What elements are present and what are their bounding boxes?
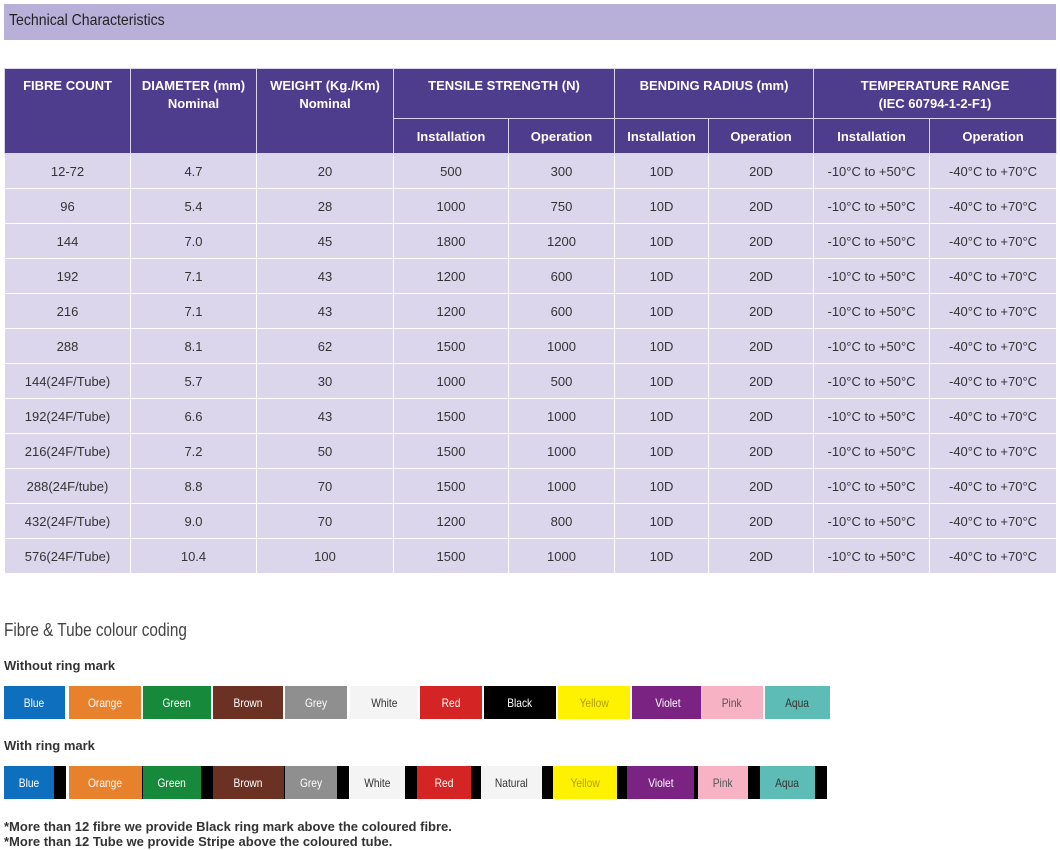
header-tensile-operation: Operation [509,119,615,154]
table-cell: 1000 [509,329,615,364]
table-cell: 1200 [394,259,509,294]
table-cell: -40°C to +70°C [930,154,1057,189]
table-cell: 10D [615,259,709,294]
colour-swatch-red [417,766,471,799]
table-cell: 5.4 [131,189,257,224]
table-cell: 750 [509,189,615,224]
header-bending-installation: Installation [615,119,709,154]
with-ring-label: With ring mark [4,738,95,753]
table-cell: -10°C to +50°C [814,154,930,189]
table-cell: 100 [257,539,394,574]
table-cell: 600 [509,294,615,329]
colour-swatch-label: Black [507,695,533,710]
table-cell: 20D [709,294,814,329]
table-cell: -10°C to +50°C [814,224,930,259]
table-cell: 5.7 [131,364,257,399]
colour-swatch-black [484,686,556,719]
colour-swatch-pink [701,686,763,719]
colour-swatch-label: White [364,775,391,790]
colour-swatch-red [420,686,482,719]
table-cell: 8.8 [131,469,257,504]
colour-swatch-white [350,766,405,799]
table-cell: 1800 [394,224,509,259]
colour-swatch-label: Blue [18,775,40,790]
table-cell: 1500 [394,539,509,574]
table-cell: 50 [257,434,394,469]
table-cell: 1500 [394,469,509,504]
table-cell: 500 [394,154,509,189]
colour-swatch-yellow [558,686,630,719]
table-cell: 62 [257,329,394,364]
table-cell: 20 [257,154,394,189]
table-cell: 20D [709,154,814,189]
table-cell: 1000 [394,189,509,224]
colour-swatch-grey [285,686,347,719]
colour-swatch-label: Orange [87,695,123,710]
table-cell: 6.6 [131,399,257,434]
colour-swatch-label: Grey [299,775,323,790]
table-cell: 10D [615,189,709,224]
table-cell: 10D [615,154,709,189]
header-tensile-installation: Installation [394,119,509,154]
header-temperature-range: TEMPERATURE RANGE (IEC 60794-1-2-F1) [814,69,1057,119]
note-fibre: *More than 12 fibre we provide Black ring mark above the coloured fibre. [4,819,452,834]
table-cell: 70 [257,469,394,504]
colour-swatch-label: Yellow [570,775,600,790]
table-row [5,434,1057,469]
table-cell: 800 [509,504,615,539]
table-cell: 10D [615,469,709,504]
colour-swatch-label: Natural [495,775,528,790]
table-cell: -10°C to +50°C [814,434,930,469]
table-cell: -40°C to +70°C [930,539,1057,574]
ring-mark-stripe [405,766,417,799]
table-cell: 1200 [394,294,509,329]
header-temperature-operation: Operation [930,119,1057,154]
colour-swatch-orange [69,686,141,719]
table-cell: 8.1 [131,329,257,364]
table-row [5,399,1057,434]
table-cell: 1000 [509,399,615,434]
table-row [5,294,1057,329]
table-cell: -10°C to +50°C [814,539,930,574]
table-cell: 10D [615,294,709,329]
table-cell: 43 [257,399,394,434]
table-cell: 20D [709,399,814,434]
colour-swatch-natural [481,766,542,799]
colour-swatch-white [350,686,418,719]
table-body [5,154,1057,574]
colour-swatch-label: Violet [647,775,674,790]
table-cell: -10°C to +50°C [814,364,930,399]
table-cell: 216(24F/Tube) [5,434,131,469]
header-bending-radius: BENDING RADIUS (mm) [615,69,814,119]
colour-swatch-aqua [765,686,830,719]
table-cell: 1500 [394,434,509,469]
colour-swatch-label: Red [434,775,454,790]
table-cell: -10°C to +50°C [814,189,930,224]
table-cell: 28 [257,189,394,224]
table-cell: 10D [615,539,709,574]
table-cell: -10°C to +50°C [814,399,930,434]
colour-swatch-label: Pink [722,695,742,710]
table-cell: 20D [709,364,814,399]
colour-swatch-label: Brown [234,775,263,790]
table-cell: 30 [257,364,394,399]
table-cell: 7.2 [131,434,257,469]
table-cell: 20D [709,539,814,574]
table-cell: 1000 [509,469,615,504]
table-cell: 1000 [509,539,615,574]
table-cell: 20D [709,504,814,539]
colour-swatch-label: Green [162,695,192,710]
header-tensile-strength: TENSILE STRENGTH (N) [394,69,615,119]
table-row [5,504,1057,539]
header-bending-operation: Operation [709,119,814,154]
table-cell: 7.1 [131,294,257,329]
colour-swatch-label: Grey [304,695,328,710]
table-cell: 432(24F/Tube) [5,504,131,539]
table-cell: 216 [5,294,131,329]
page-title: Technical Characteristics [9,12,165,29]
table-cell: -40°C to +70°C [930,329,1057,364]
colour-swatch-violet [627,766,694,799]
colour-swatch-label: Aqua [785,695,810,710]
table-cell: 1500 [394,329,509,364]
ring-mark-stripe [815,766,827,799]
table-row [5,189,1057,224]
colour-swatch-blue [4,686,65,719]
table-cell: 20D [709,329,814,364]
table-cell: -10°C to +50°C [814,259,930,294]
header-temperature-installation: Installation [814,119,930,154]
table-cell: -10°C to +50°C [814,329,930,364]
colour-swatch-label: Blue [24,695,45,710]
table-cell: 10D [615,329,709,364]
table-cell: 43 [257,294,394,329]
table-cell: -40°C to +70°C [930,504,1057,539]
header-diameter: DIAMETER (mm) Nominal [131,69,257,154]
table-cell: 20D [709,259,814,294]
table-cell: -40°C to +70°C [930,364,1057,399]
table-cell: 144(24F/Tube) [5,364,131,399]
colour-swatch-label: Violet [655,695,681,710]
table-cell: 20D [709,469,814,504]
colour-swatch-brown [213,686,283,719]
colour-swatch-brown [213,766,284,799]
table-cell: 600 [509,259,615,294]
table-cell: -40°C to +70°C [930,434,1057,469]
technical-characteristics-table [4,68,1057,574]
table-cell: 45 [257,224,394,259]
table-cell: -40°C to +70°C [930,259,1057,294]
table-cell: 7.0 [131,224,257,259]
table-cell: 500 [509,364,615,399]
table-cell: 1000 [394,364,509,399]
table-cell: 300 [509,154,615,189]
colour-swatch-aqua [760,766,815,799]
table-cell: -40°C to +70°C [930,224,1057,259]
table-cell: -40°C to +70°C [930,189,1057,224]
table-cell: 192(24F/Tube) [5,399,131,434]
table-cell: 1000 [509,434,615,469]
table-cell: 288(24F/tube) [5,469,131,504]
colour-swatch-pink [698,766,748,799]
without-ring-label: Without ring mark [4,658,116,673]
table-cell: 4.7 [131,154,257,189]
colour-swatch-label: Yellow [579,695,609,710]
table-row [5,539,1057,574]
table-row [5,224,1057,259]
colour-swatch-label: Green [157,775,187,790]
header-weight: WEIGHT (Kg./Km) Nominal [257,69,394,154]
table-cell: -10°C to +50°C [814,504,930,539]
colour-swatch-blue [4,766,54,799]
table-cell: 10D [615,399,709,434]
table-cell: 43 [257,259,394,294]
colour-swatch-green [143,766,201,799]
table-cell: 10D [615,434,709,469]
colour-swatch-green [143,686,211,719]
table-cell: 10D [615,364,709,399]
colour-swatch-label: White [370,695,398,710]
page-header [4,4,1056,40]
colour-swatch-orange [69,766,142,799]
table-row [5,364,1057,399]
colour-coding-title: Fibre & Tube colour coding [4,620,187,640]
ring-mark-stripe [54,766,66,799]
table-cell: -10°C to +50°C [814,294,930,329]
colour-swatch-label: Red [441,695,461,710]
colour-swatch-grey [285,766,337,799]
table-cell: 7.1 [131,259,257,294]
table-cell: -40°C to +70°C [930,469,1057,504]
table-cell: 20D [709,434,814,469]
table-cell: -10°C to +50°C [814,469,930,504]
table-cell: 144 [5,224,131,259]
table-cell: 12-72 [5,154,131,189]
table-row [5,469,1057,504]
table-cell: 1200 [394,504,509,539]
table-cell: 10D [615,504,709,539]
table-cell: 1200 [509,224,615,259]
colour-swatch-label: Orange [88,775,123,790]
table-cell: 192 [5,259,131,294]
table-cell: -40°C to +70°C [930,399,1057,434]
table-row [5,329,1057,364]
table-cell: 96 [5,189,131,224]
header-fibre-count: FIBRE COUNT [5,69,131,154]
table-cell: 20D [709,189,814,224]
table-cell: -40°C to +70°C [930,294,1057,329]
note-tube: *More than 12 Tube we provide Stripe above the coloured tube. [4,834,393,849]
table-cell: 20D [709,224,814,259]
colour-swatch-label: Aqua [775,775,800,790]
colour-swatch-violet [632,686,704,719]
table-cell: 1500 [394,399,509,434]
ring-mark-stripe [748,766,760,799]
table-cell: 10D [615,224,709,259]
ring-mark-stripe [201,766,213,799]
table-cell: 70 [257,504,394,539]
table-cell: 10.4 [131,539,257,574]
table-cell: 288 [5,329,131,364]
table-cell: 9.0 [131,504,257,539]
ring-mark-stripe [337,766,349,799]
colour-swatch-label: Pink [713,775,733,790]
colour-swatch-yellow [553,766,617,799]
colour-swatch-label: Brown [233,695,263,710]
table-row [5,259,1057,294]
table-row [5,154,1057,189]
table-cell: 576(24F/Tube) [5,539,131,574]
